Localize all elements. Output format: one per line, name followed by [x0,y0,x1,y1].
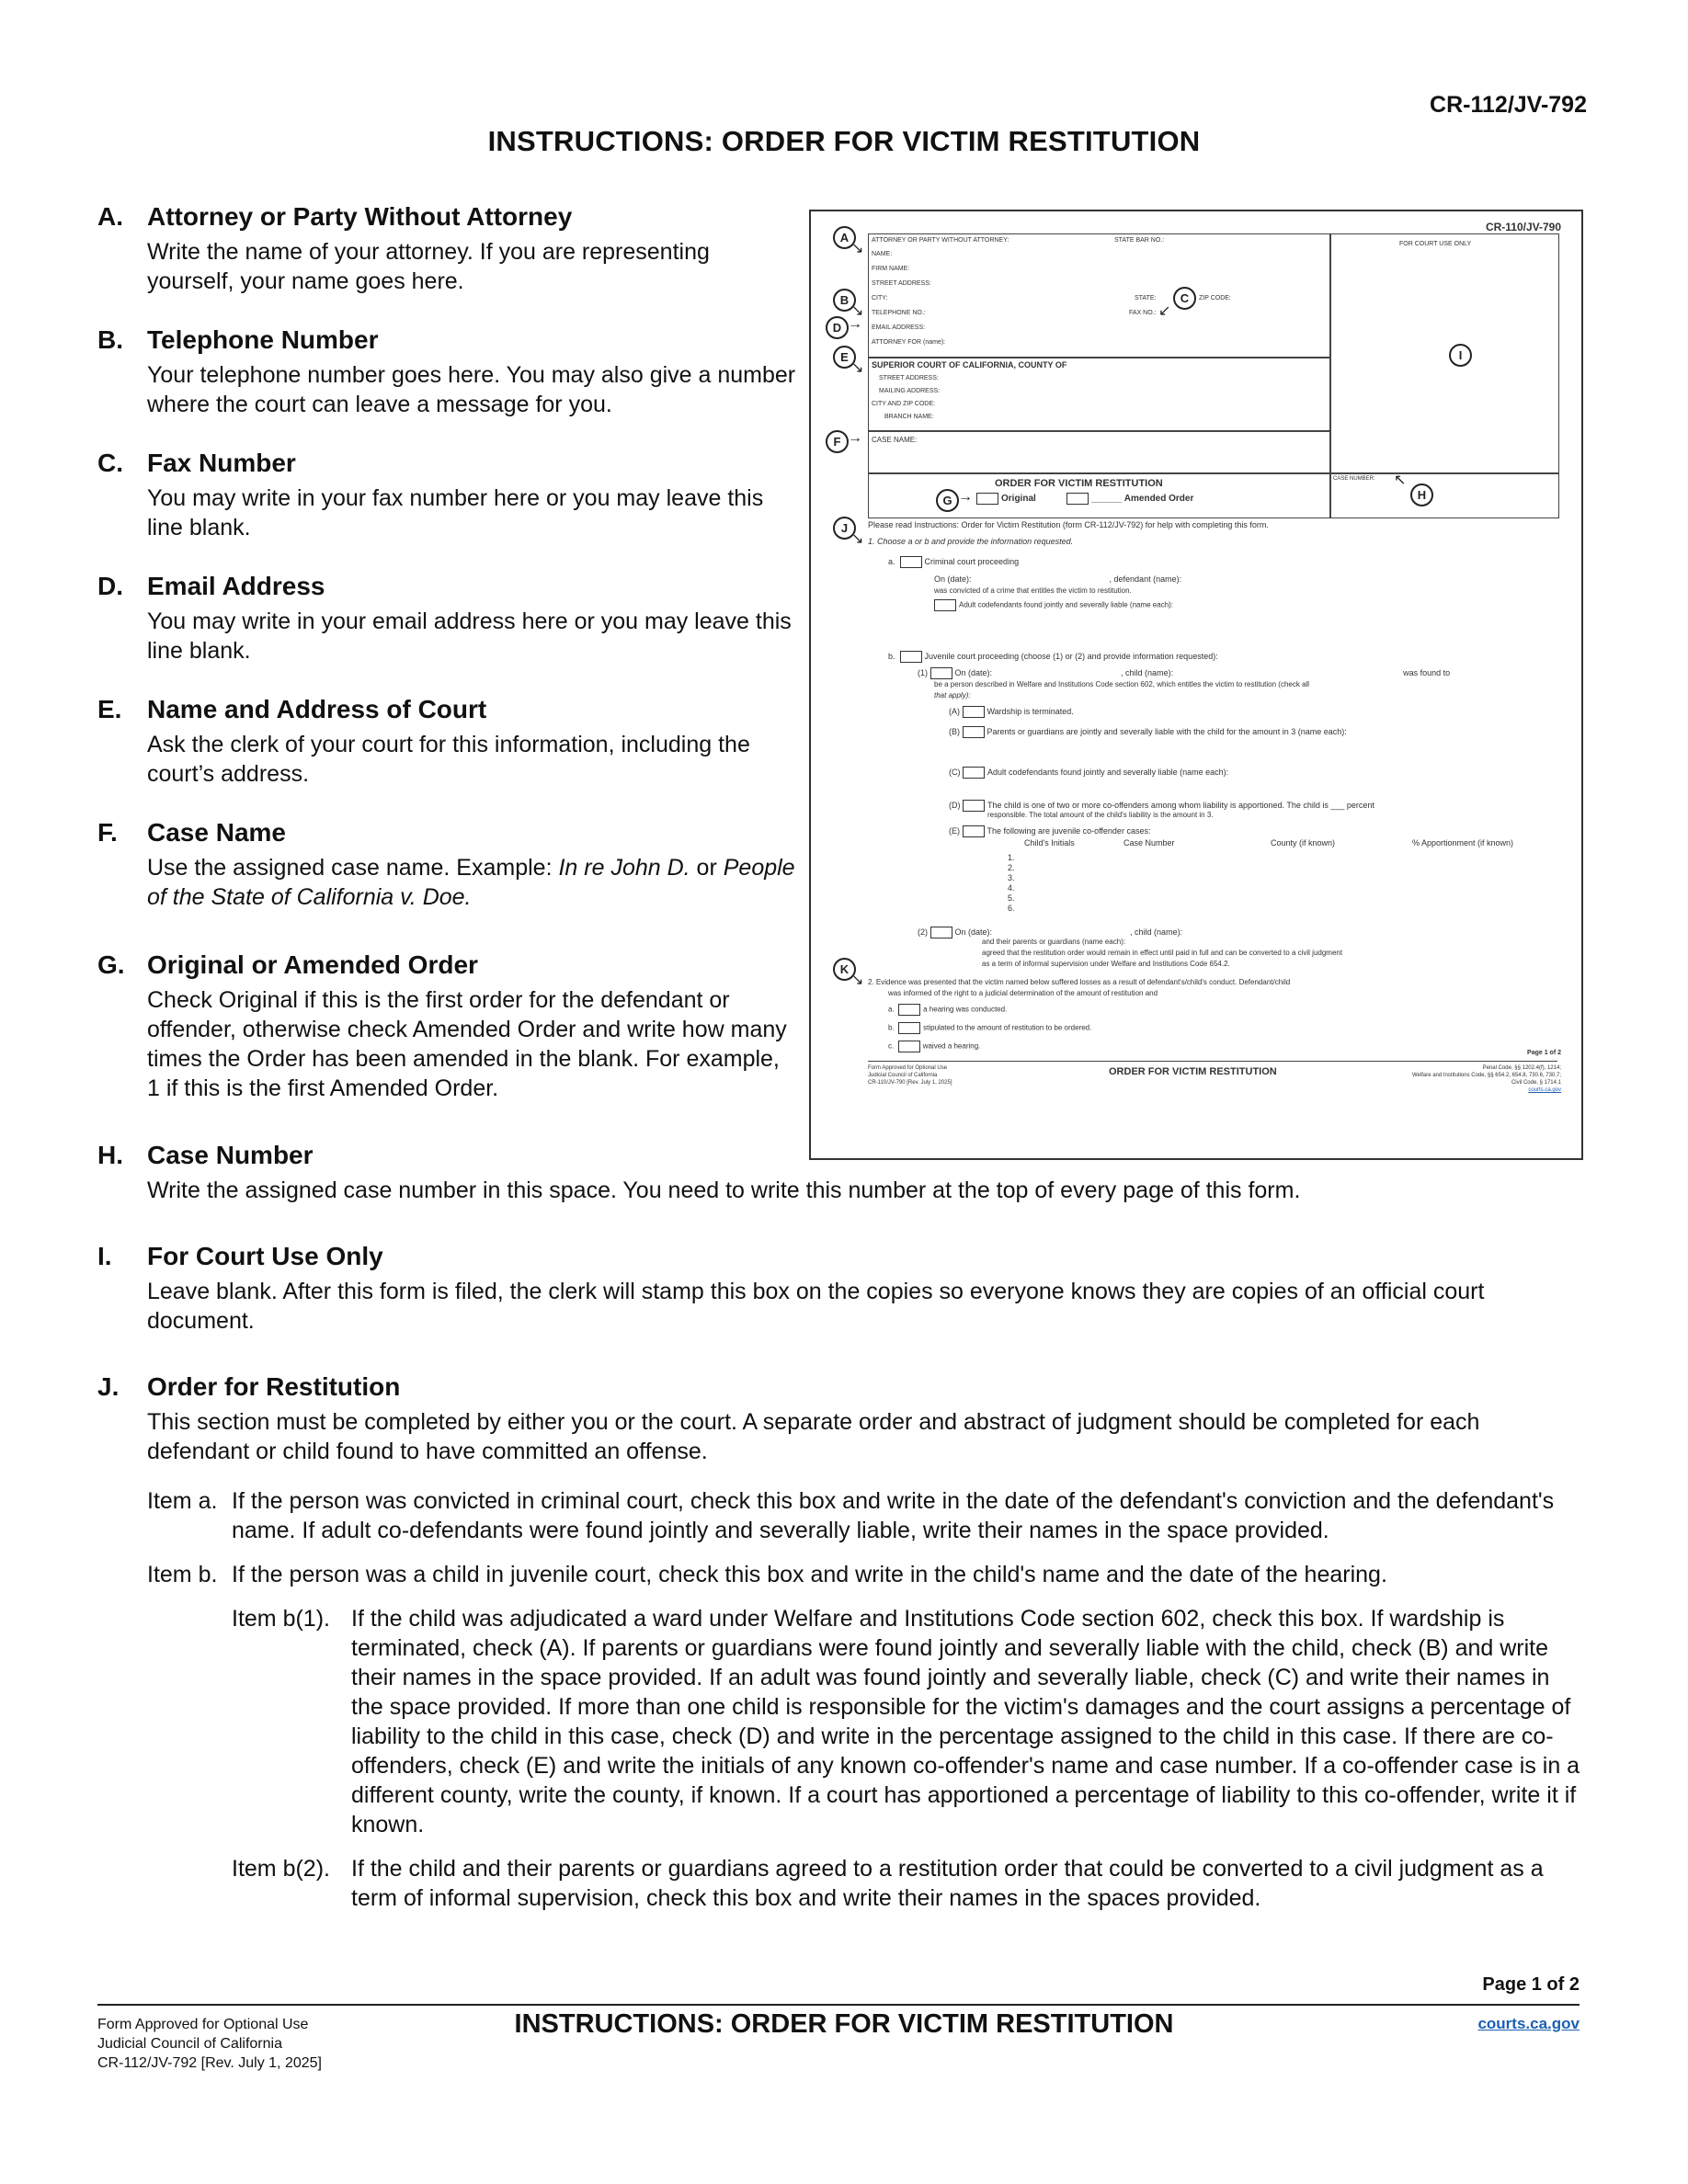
section-heading: Email Address [147,572,325,600]
divider [868,1061,1557,1062]
mini-footer-left: Form Approved for Optional Use Judicial Council of California CR-110/JV-790 [Rev. July 1, 2025] [868,1065,952,1086]
mini-text: be a person described in Welfare and Institutions Code section 602, which entitles the victim to restitution (check all [934,680,1310,688]
mini-text: Adult codefendants found jointly and severally liable (name each): [934,599,1173,611]
mini-table-header: County (if known) [1271,838,1336,847]
mini-label: STATE: [1135,295,1157,301]
mini-text: (A) Wardship is terminated. [949,706,1074,718]
item-label: Item b. [147,1562,218,1587]
checkbox [900,556,922,568]
callout-marker-a: A [833,226,856,249]
section-heading: Order for Restitution [147,1372,401,1401]
mini-label: TELEPHONE NO.: [872,310,926,316]
mini-row-numbers: 1. 2. 3. 4. 5. 6. [1008,853,1015,913]
item-text: If the person was a child in juvenile court, check this box and write in the child's name and the date of the hearing. [232,1562,1387,1587]
section-letter: B. [97,325,123,354]
mini-page: Page 1 of 2 [1527,1050,1561,1056]
mini-text: c. waived a hearing. [888,1041,980,1052]
section-text: Ask the clerk of your court for this information, including the court’s address. [147,732,750,787]
checkbox [930,927,952,938]
mini-form-number: CR-110/JV-790 [1485,221,1561,233]
mini-text: a. a hearing was conducted. [888,1004,1007,1016]
mini-table-header: % Apportionment (if known) [1412,838,1514,847]
mini-label: CASE NUMBER: [1333,476,1375,482]
section-g [97,950,796,1103]
mini-label: FOR COURT USE ONLY [1399,241,1472,247]
section-heading: Name and Address of Court [147,695,487,723]
section-letter: H. [97,1141,123,1169]
arrow-icon: ↖ [1394,472,1407,488]
mini-label: ZIP CODE: [1199,295,1231,301]
section-text: This section must be completed by either you or the court. A separate order and abstract of judgment should be completed for each defendant or child found to have committed an offense. [147,1409,1480,1464]
item-b [147,1560,1581,1589]
mini-label: CITY: [872,295,888,301]
item-b1 [232,1604,1581,1839]
section-letter: G. [97,950,125,979]
arrow-icon: ↘ [851,531,864,547]
callout-marker-j: J [833,517,856,540]
callout-marker-h: H [1410,483,1433,506]
checkbox [900,651,922,663]
item-label: Item b(2). [232,1856,330,1882]
item-label: Item a. [147,1488,218,1514]
section-letter: D. [97,572,123,600]
item-a [147,1486,1581,1545]
item-text: If the child and their parents or guardians agreed to a restitution order that could be converted to a civil judgment as a term of informal supervision, check this box and write their names in the spaces provided. [351,1856,1544,1911]
callout-marker-k: K [833,958,856,981]
mini-label: BRANCH NAME: [884,414,934,420]
courts-link[interactable]: courts.ca.gov [1477,2015,1580,2032]
item-text: If the child was adjudicated a ward under Welfare and Institutions Code section 602, check this box. If wardship is terminated, check (A). If parents or guardians were found jointly and severally liable with the child, check (B) and write their names in the space provided. If an adult was found jointly and severally liable, check (C) and write their names in the space provided. If more than one child is responsible for the victim's damages and the court assigns a percentage of liability to the child in this case, check (D) and write in the percentage assigned to the child in this case. If there are co-offenders, check (E) and write the initials of any known co-offender's name and case number. If a co-offender case is in a different county, write the county, if known. If a court has apportioned a percentage of liability to this co-offender, write it if known. [351,1606,1580,1837]
mini-label: CASE NAME: [872,436,918,444]
mini-label: MAILING ADDRESS: [879,388,941,394]
checkbox [963,767,985,779]
mini-footer-right: Penal Code, §§ 1202.4(f), 1214; Welfare and Institutions Code, §§ 654.2, 654.8, 730.6, 730.7; Civil Code, § 1714.1 courts.ca.gov [1411,1065,1561,1093]
section-text: Check Original if this is the first order for the defendant or offender, otherwise check Amended Order and write how many times the Order has been amended in the blank. For example, 1 if this is the first Amended Order. [147,987,787,1101]
divider [1329,472,1559,474]
section-text: You may write in your email address here or you may leave this line blank. [147,609,792,664]
checkbox [934,599,956,611]
section-heading: Telephone Number [147,325,379,354]
divider [868,430,1331,432]
mini-label: ______ Amended Order [1066,493,1193,505]
mini-label: EMAIL ADDRESS: [872,324,926,331]
arrow-icon: → [958,489,973,505]
mini-text: (C) Adult codefendants found jointly and severally liable (name each): [949,767,1228,779]
section-heading: Case Name [147,818,286,847]
mini-text: (E) The following are juvenile co-offender cases: [949,825,1150,837]
mini-text: b. stipulated to the amount of restitution to be ordered. [888,1022,1091,1034]
mini-table-header: Child's Initials [1024,838,1075,847]
section-heading: Original or Amended Order [147,950,478,979]
checkbox [963,726,985,738]
divider [868,472,1331,474]
section-b [97,325,796,419]
callout-marker-i: I [1449,344,1472,367]
section-a [97,202,796,296]
mini-text: and their parents or guardians (name each): [982,938,1126,946]
footer-title: INSTRUCTIONS: ORDER FOR VICTIM RESTITUTION [514,2009,1174,2039]
checkbox [963,825,985,837]
mini-label: SUPERIOR COURT OF CALIFORNIA, COUNTY OF [872,360,1067,370]
mini-label: FIRM NAME: [872,266,910,272]
section-text [147,853,796,912]
mini-text: b. Juvenile court proceeding (choose (1) or (2) and provide information requested): [888,651,1218,663]
mini-text: responsible. The total amount of the child's liability is the amount in 3. [987,811,1214,819]
footer-line: Form Approved for Optional Use [97,2017,309,2032]
arrow-icon: ↘ [851,360,864,376]
mini-label: FAX NO.: [1129,310,1157,316]
mini-text: that apply): [934,691,971,700]
callout-marker-g: G [936,489,959,512]
section-text: Leave blank. After this form is filed, the clerk will stamp this box on the copies so everyone knows they are copies of an official court document. [147,1279,1485,1334]
checkbox [976,493,998,505]
arrow-icon: → [848,316,862,332]
checkbox [898,1022,920,1034]
mini-text: a. Criminal court proceeding [888,556,1019,568]
section-f [97,818,796,912]
section-heading: Attorney or Party Without Attorney [147,202,573,231]
checkbox [898,1041,920,1052]
mini-text: was informed of the right to a judicial determination of the amount of restitution and [888,989,1158,997]
section-letter: J. [97,1372,120,1401]
mini-label: ATTORNEY OR PARTY WITHOUT ATTORNEY: [872,237,1009,244]
text-part: Use the assigned case name. Example: [147,855,559,881]
mini-footer-title: ORDER FOR VICTIM RESTITUTION [1109,1066,1277,1077]
section-heading: Case Number [147,1141,314,1169]
callout-marker-e: E [833,346,856,369]
form-number: CR-112/JV-792 [1430,92,1587,118]
arrow-icon: ↘ [851,973,864,988]
footer-rule [97,2004,1580,2006]
mini-text: as a term of informal supervision under Welfare and Institutions Code 654.2. [982,960,1230,968]
arrow-icon: → [848,430,862,446]
mini-text: On (date): , defendant (name): [934,574,1182,584]
page-title: INSTRUCTIONS: ORDER FOR VICTIM RESTITUTION [487,125,1201,157]
checkbox [963,800,985,812]
checkbox [898,1004,920,1016]
section-i [97,1242,1587,1336]
callout-marker-d: D [826,316,849,339]
mini-label: ATTORNEY FOR (name): [872,339,946,346]
page-number: Page 1 of 2 [1482,1974,1580,1995]
section-letter: I. [97,1242,112,1270]
section-letter: C. [97,449,123,477]
mini-text: 1. Choose a or b and provide the information requested. [868,537,1074,546]
callout-marker-f: F [826,430,849,453]
arrow-icon: ↘ [851,241,864,256]
footer-line: CR-112/JV-792 [Rev. July 1, 2025] [97,2055,322,2071]
mini-text: Please read Instructions: Order for Victim Restitution (form CR-112/JV-792) for help with completing this form. [868,520,1269,529]
mini-text: (1) On (date): , child (name): was found to [918,667,1450,679]
mini-label: STREET ADDRESS: [879,375,939,381]
form-illustration [809,210,1583,1160]
example-case-name: In re John D. [558,855,690,881]
callout-marker-c: C [1173,287,1196,310]
section-text: You may write in your fax number here or you may leave this line blank. [147,485,764,540]
mini-label: STREET ADDRESS: [872,280,931,287]
mini-table-header: Case Number [1123,838,1175,847]
section-letter: F. [97,818,118,847]
mini-label: Original [976,493,1036,505]
item-text: If the person was convicted in criminal court, check this box and write in the date of the defendant's conviction and the defendant's name. If adult co-defendants were found jointly and severally liable, write their names in the space provided. [232,1488,1555,1543]
mini-label: CITY AND ZIP CODE: [872,401,935,407]
checkbox [930,667,952,679]
item-label: Item b(1). [232,1606,330,1632]
mini-text: 2. Evidence was presented that the victim named below suffered losses as a result of defendant's/child's conduct. Defendant/child [868,978,1291,986]
section-j [97,1372,1587,1466]
mini-label: STATE BAR NO.: [1114,237,1165,244]
section-e [97,695,796,789]
checkbox [963,706,985,718]
mini-text: was convicted of a crime that entitles the victim to restitution. [934,586,1132,595]
mini-text: (B) Parents or guardians are jointly and severally liable with the child for the amount in 3 (name each): [949,726,1347,738]
section-heading: Fax Number [147,449,296,477]
item-b2 [232,1854,1581,1913]
section-text: Your telephone number goes here. You may also give a number where the court can leave a message for you. [147,362,796,417]
text-part: or [690,855,724,881]
section-text: Write the assigned case number in this space. You need to write this number at the top of every page of this form. [147,1177,1301,1203]
arrow-icon: ↙ [1158,303,1171,319]
arrow-icon: ↘ [851,303,864,319]
section-text: Write the name of your attorney. If you are representing yourself, your name goes here. [147,239,710,294]
mini-text: (D) The child is one of two or more co-offenders among whom liability is apportioned. The child is ___ percent [949,800,1374,812]
section-c [97,449,796,542]
mini-text: (2) On (date): , child (name): [918,927,1182,938]
footer-line: Judicial Council of California [97,2036,282,2052]
callout-marker-b: B [833,289,856,312]
mini-label: NAME: [872,251,893,257]
mini-order-title: ORDER FOR VICTIM RESTITUTION [995,478,1163,489]
mini-text: agreed that the restitution order would remain in effect until paid in full and can be converted to a civil judgment [982,949,1343,957]
section-d [97,572,796,665]
divider [868,357,1331,358]
section-letter: E. [97,695,122,723]
section-letter: A. [97,202,123,231]
section-heading: For Court Use Only [147,1242,383,1270]
example-case-name: People of the State of California v. Doe. [147,855,795,910]
checkbox [1066,493,1089,505]
